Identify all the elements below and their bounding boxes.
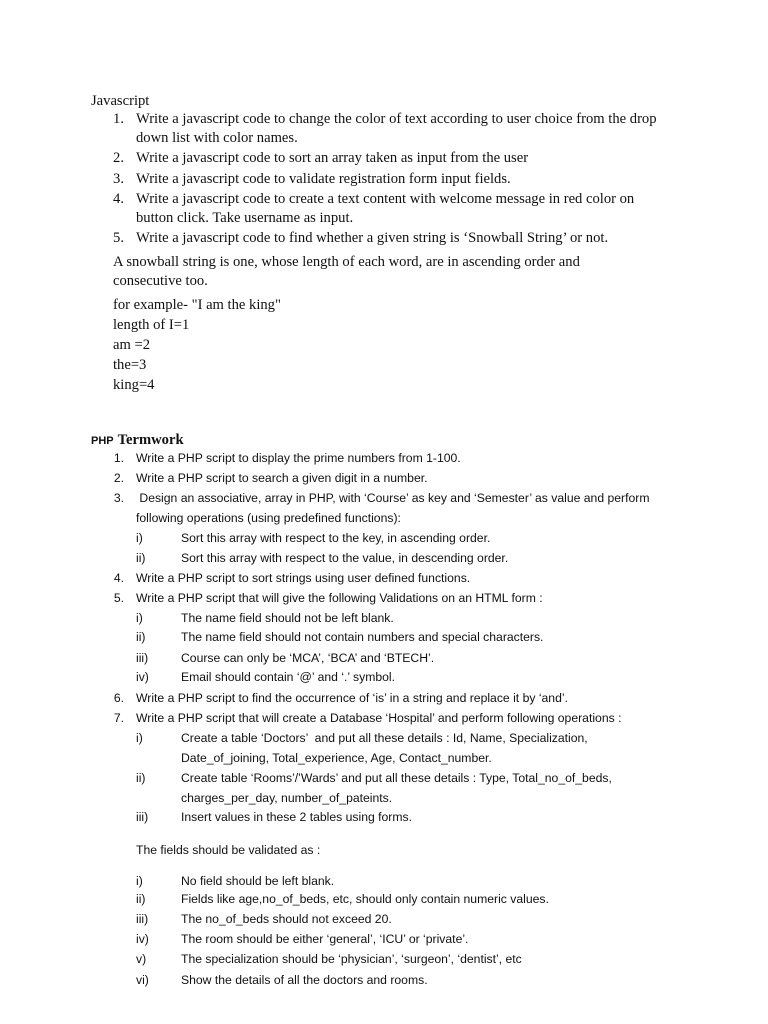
js-item-text: Write a javascript code to create a text content with welcome message in red color on	[136, 191, 635, 207]
validation-text: The room should be either ‘general’, ‘ICU’ or ‘private’.	[181, 932, 469, 946]
validation-numeral: iv)	[136, 932, 149, 946]
php-subitem-text: Insert values in these 2 tables using forms.	[181, 810, 413, 824]
validation-text: The specialization should be ‘physician’, ‘surgeon’, ‘dentist’, etc	[181, 952, 522, 966]
php-heading-main: Termwork	[117, 432, 184, 448]
js-item-text: button click. Take username as input.	[136, 210, 354, 226]
php-subitem-text: Create table ‘Rooms’/’Wards’ and put all these details : Type, Total_no_of_beds,	[181, 771, 612, 785]
php-subitem-numeral: ii)	[136, 771, 146, 785]
php-item-number: 2.	[113, 471, 124, 485]
validation-numeral: v)	[136, 952, 147, 966]
js-item-number: 3.	[113, 171, 124, 187]
php-subitem-text: Email should contain ‘@’ and ‘.’ symbol.	[181, 670, 396, 684]
php-subitem-numeral: iii)	[136, 810, 149, 824]
validation-text: The no_of_beds should not exceed 20.	[181, 912, 392, 926]
snowball-description: consecutive too.	[113, 273, 208, 289]
php-item-text: Write a PHP script to sort strings using user defined functions.	[136, 571, 471, 585]
example-line: king=4	[113, 377, 155, 393]
js-item-text: down list with color names.	[136, 130, 298, 146]
php-subitem-text: The name field should not contain numbers and special characters.	[181, 630, 544, 644]
example-line: am =2	[113, 337, 151, 353]
php-item-number: 1.	[113, 451, 124, 465]
js-item-text: Write a javascript code to find whether a given string is ‘Snowball String’ or not.	[136, 230, 609, 246]
validation-numeral: vi)	[136, 973, 149, 987]
php-subitem-text: Date_of_joining, Total_experience, Age, Contact_number.	[181, 751, 492, 765]
php-subitem-numeral: iv)	[136, 670, 149, 684]
php-item-number: 7.	[113, 711, 124, 725]
javascript-heading: Javascript	[91, 93, 150, 109]
validation-numeral: i)	[136, 874, 143, 888]
js-item-number: 4.	[113, 191, 124, 207]
js-item-number: 2.	[113, 150, 124, 166]
validation-heading: The fields should be validated as :	[136, 843, 321, 857]
js-item-text: Write a javascript code to change the color of text according to user choice from the drop	[136, 111, 657, 127]
php-item-number: 3.	[113, 491, 124, 505]
php-item-text: Write a PHP script that will give the following Validations on an HTML form :	[136, 591, 543, 605]
php-item-text: Design an associative, array in PHP, with ‘Course’ as key and ‘Semester’ as value and perform	[136, 491, 650, 505]
snowball-description: A snowball string is one, whose length of each word, are in ascending order and	[113, 254, 580, 270]
php-subitem-text: Sort this array with respect to the value, in descending order.	[181, 551, 509, 565]
php-subitem-numeral: i)	[136, 731, 143, 745]
php-subitem-numeral: i)	[136, 611, 143, 625]
php-subitem-text: charges_per_day, number_of_pateints.	[181, 791, 393, 805]
php-item-number: 4.	[113, 571, 124, 585]
php-subitem-numeral: i)	[136, 531, 143, 545]
js-item-number: 5.	[113, 230, 124, 246]
validation-numeral: iii)	[136, 912, 149, 926]
js-item-text: Write a javascript code to validate registration form input fields.	[136, 171, 511, 187]
php-item-text: Write a PHP script to search a given digit in a number.	[136, 471, 428, 485]
php-item-text: Write a PHP script to find the occurrence of ‘is’ in a string and replace it by ‘and’.	[136, 691, 568, 705]
example-line: the=3	[113, 357, 147, 373]
php-item-number: 6.	[113, 691, 124, 705]
validation-numeral: ii)	[136, 892, 146, 906]
validation-text: Fields like age,no_of_beds, etc, should only contain numeric values.	[181, 892, 549, 906]
php-item-number: 5.	[113, 591, 124, 605]
validation-text: Show the details of all the doctors and rooms.	[181, 973, 428, 987]
php-subitem-text: Course can only be ‘MCA’, ‘BCA’ and ‘BTECH’.	[181, 651, 435, 665]
php-item-text: following operations (using predefined functions):	[136, 511, 401, 525]
validation-text: No field should be left blank.	[181, 874, 335, 888]
php-subitem-text: Create a table ‘Doctors’ and put all these details : Id, Name, Specialization,	[181, 731, 588, 745]
php-subitem-numeral: iii)	[136, 651, 149, 665]
js-item-text: Write a javascript code to sort an array taken as input from the user	[136, 150, 529, 166]
example-line: length of I=1	[113, 317, 190, 333]
php-subitem-text: Sort this array with respect to the key, in ascending order.	[181, 531, 491, 545]
php-item-text: Write a PHP script to display the prime numbers from 1-100.	[136, 451, 461, 465]
js-item-number: 1.	[113, 111, 124, 127]
example-line: for example- "I am the king"	[113, 297, 281, 313]
php-heading-prefix: PHP	[91, 435, 114, 447]
php-subitem-numeral: ii)	[136, 630, 146, 644]
php-termwork-heading	[91, 431, 184, 449]
php-subitem-text: The name field should not be left blank.	[181, 611, 394, 625]
php-item-text: Write a PHP script that will create a Database ‘Hospital’ and perform following operations :	[136, 711, 622, 725]
php-subitem-numeral: ii)	[136, 551, 146, 565]
